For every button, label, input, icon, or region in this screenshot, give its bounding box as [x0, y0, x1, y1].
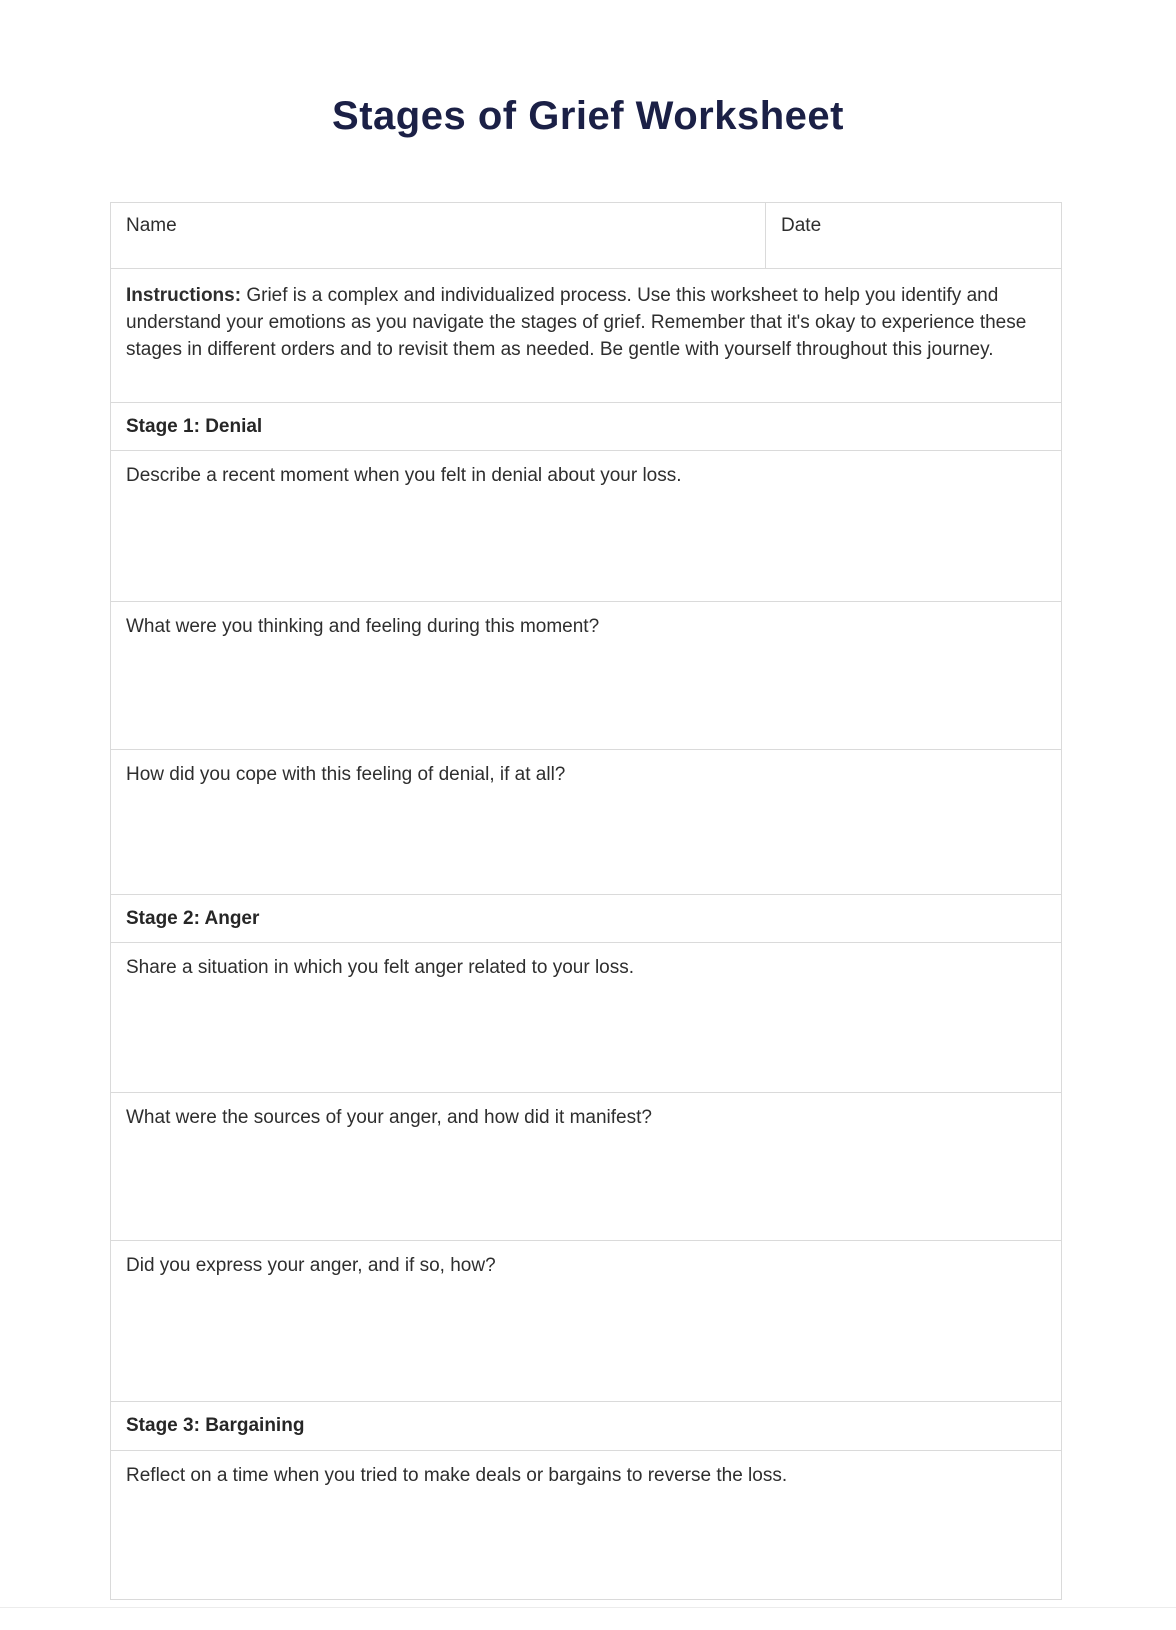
- instructions-text: Grief is a complex and individualized process. Use this worksheet to help you identify and understand your emotions as you navigate the stages of grief. Remember that it's okay to experience these stages in different orders and to revisit them as needed. Be gentle with yourself throughout this journey.: [126, 285, 1027, 360]
- name-field[interactable]: [111, 203, 766, 268]
- page-bottom-edge: [0, 1607, 1176, 1608]
- stage-1-question-2: What were you thinking and feeling during this moment?: [126, 616, 600, 637]
- name-date-row: [111, 203, 1061, 268]
- stage-2-answer-area-3[interactable]: [111, 1240, 1061, 1401]
- worksheet-table: [110, 202, 1062, 1600]
- stage-1-answer-area-3[interactable]: [111, 749, 1061, 894]
- stage-3-answer-area-1[interactable]: [111, 1450, 1061, 1599]
- stage-1-heading-row: [111, 402, 1061, 450]
- stage-2-question-1: Share a situation in which you felt anger related to your loss.: [126, 957, 635, 978]
- stage-2-heading-row: [111, 894, 1061, 942]
- stage-3-heading: Stage 3: Bargaining: [126, 1415, 305, 1436]
- stage-3-question-1: Reflect on a time when you tried to make deals or bargains to reverse the loss.: [126, 1465, 788, 1486]
- date-label: Date: [781, 215, 822, 236]
- stage-1-question-3: How did you cope with this feeling of denial, if at all?: [126, 764, 566, 785]
- stage-2-question-2: What were the sources of your anger, and how did it manifest?: [126, 1107, 652, 1128]
- date-field[interactable]: [766, 203, 1061, 268]
- stage-2-answer-area-1[interactable]: [111, 942, 1061, 1092]
- stage-3-heading-row: [111, 1401, 1061, 1450]
- instructions-row: [111, 268, 1061, 402]
- instructions-label: Instructions:: [126, 285, 242, 306]
- stage-1-question-1: Describe a recent moment when you felt in denial about your loss.: [126, 465, 682, 486]
- stage-1-answer-area-2[interactable]: [111, 601, 1061, 749]
- stage-1-answer-area-1[interactable]: [111, 450, 1061, 601]
- stage-2-heading: Stage 2: Anger: [126, 907, 260, 929]
- name-label: Name: [126, 215, 177, 236]
- page-title: Stages of Grief Worksheet: [332, 94, 844, 138]
- stage-2-question-3: Did you express your anger, and if so, how?: [126, 1255, 496, 1276]
- stage-1-heading: Stage 1: Denial: [126, 415, 263, 437]
- stage-2-answer-area-2[interactable]: [111, 1092, 1061, 1240]
- instructions-paragraph: [126, 282, 1046, 363]
